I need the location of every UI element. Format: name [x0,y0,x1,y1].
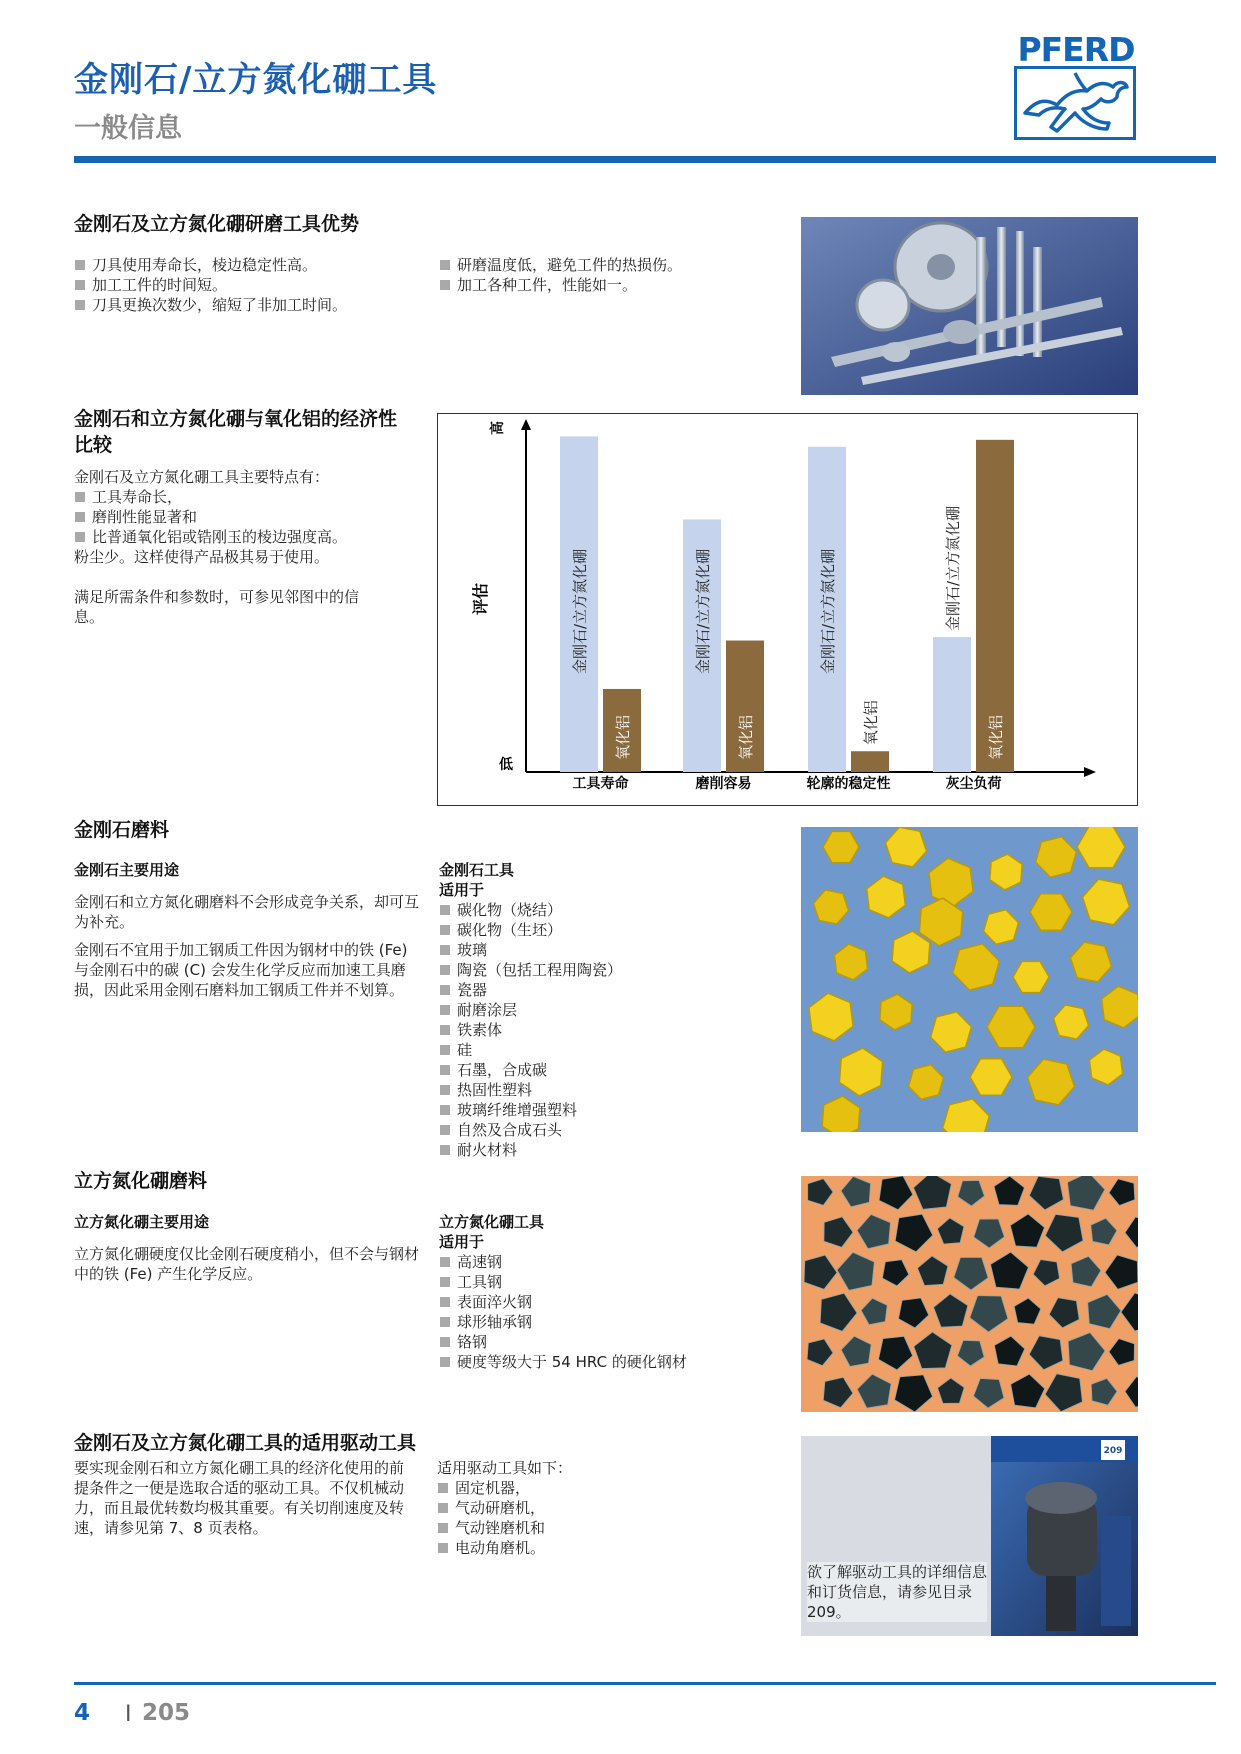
diamond-tools-heading: 金刚石工具 [439,861,515,879]
diamond-use-p2: 金刚石不宜用于加工钢质工件因为钢材中的铁 (Fe) 与金刚石中的碳 (C) 会发生化学反应而加速工具磨损，因此采用金刚石磨料加工钢质工件并不划算。 [74,941,408,999]
page-title: 金刚石/立方氮化硼工具 [74,60,438,100]
diamond-use [74,860,419,1000]
cbn-use-heading: 立方氮化硼主要用途 [74,1213,210,1231]
list-item: 研磨温度低，避免工件的热损伤。 [439,255,779,275]
page-total: 205 [142,1700,191,1726]
y-high-label: 高 [490,421,506,435]
list-item: 耐磨涂层 [439,1000,779,1020]
footer-rule [74,1682,1216,1685]
drive-catalog-cover [991,1436,1138,1636]
list-item: 热固性塑料 [439,1080,779,1100]
catalog-page-number: 209 [1103,1446,1123,1456]
list-item: 电动角磨机。 [437,1538,767,1558]
list-item: 玻璃 [439,940,779,960]
list-item: 气动研磨机， [437,1498,767,1518]
cbn-heading: 立方氮化硼磨料 [74,1170,208,1192]
comparison-chart-svg [438,414,1136,804]
bar-diamond-cbn-3 [933,637,971,772]
diamond-heading: 金刚石磨料 [74,819,170,841]
list-item: 工具钢 [439,1272,799,1292]
advantages-heading: 金刚石及立方氮化硼研磨工具优势 [74,213,360,235]
list-item: 气动锉磨机和 [437,1518,767,1538]
bar-alumina-2 [851,751,889,772]
list-item: 表面淬火钢 [439,1292,799,1312]
list-item: 固定机器， [437,1478,767,1498]
cbn-tools-subheading: 适用于 [439,1233,485,1251]
x-tick-label-2: 轮廓的稳定性 [806,776,891,792]
economy-after: 粉尘少。这样使得产品极其易于使用。 [74,548,330,566]
cbn-tools-heading: 立方氮化硼工具 [439,1213,545,1231]
drive-list-intro: 适用驱动工具如下： [437,1459,573,1477]
x-axis-arrow-icon [1084,767,1096,777]
list-item: 加工工件的时间短。 [74,275,424,295]
economy-note: 满足所需条件和参数时，可参见邻图中的信息。 [74,588,360,626]
list-item: 铁素体 [439,1020,779,1040]
diamond-use-heading: 金刚石主要用途 [74,861,180,879]
economy-heading: 金刚石和立方氮化硼与氧化铝的经济性比较 [74,408,398,456]
list-item: 加工各种工件，性能如一。 [439,275,779,295]
diamond-grains-photo [801,827,1138,1132]
drive-heading: 金刚石及立方氮化硼工具的适用驱动工具 [74,1432,417,1454]
bar-label-0-2: 金刚石/立方氮化硼 [819,548,837,674]
list-item: 球形轴承钢 [439,1312,799,1332]
bar-label-0-1: 金刚石/立方氮化硼 [694,548,712,674]
cbn-tools [439,1212,799,1372]
drive-text [74,1458,404,1538]
advantages-list-1 [74,255,424,315]
diamond-use-p1: 金刚石和立方氮化硼磨料不会形成竞争关系，却可互为补充。 [74,893,420,931]
economy-intro: 金刚石及立方氮化硼工具主要特点有： [74,468,330,486]
x-tick-label-0: 工具寿命 [572,776,629,792]
pferd-logo-text: PFERD [1017,30,1135,69]
list-item: 高速钢 [439,1252,799,1272]
comparison-chart [437,413,1138,806]
bar-label-0-3: 金刚石/立方氮化硼 [944,505,962,632]
cbn-use-p1: 立方氮化硼硬度仅比金刚石硬度稍小，但不会与钢材中的铁 (Fe) 产生化学反应。 [74,1245,420,1283]
list-item: 碳化物（烧结） [439,900,779,920]
header-rule [74,156,1216,163]
page-subtitle: 一般信息 [74,113,182,144]
drive-caption [807,1562,987,1622]
diamond-tools [439,860,779,1160]
y-axis-arrow-icon [521,419,531,430]
drive-catalog-box [801,1436,1138,1636]
list-item: 磨削性能显著和 [74,507,424,527]
cbn-use [74,1212,419,1284]
drive-list [437,1458,767,1558]
list-item: 陶瓷（包括工程用陶瓷） [439,960,779,980]
drive-p1: 要实现金刚石和立方氮化硼工具的经济化使用的前提条件之一便是选取合适的驱动工具。不仅机械动力，而且最优转数均极其重要。有关切削速度及转速，请参见第 7、8 页表格。 [74,1459,405,1537]
list-item: 比普通氧化铝或锆刚玉的棱边强度高。 [74,527,424,547]
bar-label-1-1: 氧化铝 [737,714,755,760]
y-low-label: 低 [499,757,513,773]
list-item: 玻璃纤维增强塑料 [439,1100,779,1120]
abrasive-tools-photo [801,217,1138,395]
list-item: 耐火材料 [439,1140,779,1160]
cbn-grains-photo [801,1176,1138,1412]
list-item: 瓷器 [439,980,779,1000]
bar-label-1-0: 氧化铝 [614,714,632,760]
advantages-list-2 [439,255,779,295]
economy-text [74,467,424,627]
list-item: 工具寿命长， [74,487,424,507]
list-item: 刀具使用寿命长，棱边稳定性高。 [74,255,424,275]
pferd-horse-logo-icon [1014,66,1136,140]
bar-label-1-3: 氧化铝 [987,714,1005,760]
x-tick-label-1: 磨削容易 [695,776,752,792]
list-item: 硬度等级大于 54 HRC 的硬化钢材 [439,1352,799,1372]
list-item: 铬钢 [439,1332,799,1352]
x-tick-label-3: 灰尘负荷 [945,776,1002,792]
list-item: 自然及合成石头 [439,1120,779,1140]
page-number: 4 [74,1700,91,1726]
list-item: 刀具更换次数少，缩短了非加工时间。 [74,295,424,315]
y-axis-label: 评估 [471,582,490,616]
bar-label-0-0: 金刚石/立方氮化硼 [571,548,589,674]
page-separator: I [125,1702,132,1727]
list-item: 石墨，合成碳 [439,1060,779,1080]
diamond-tools-subheading: 适用于 [439,881,485,899]
list-item: 硅 [439,1040,779,1060]
drive-caption-text: 欲了解驱动工具的详细信息和订货信息，请参见目录 209。 [807,1563,988,1621]
bar-label-1-2: 氧化铝 [862,700,880,746]
list-item: 碳化物（生坯） [439,920,779,940]
